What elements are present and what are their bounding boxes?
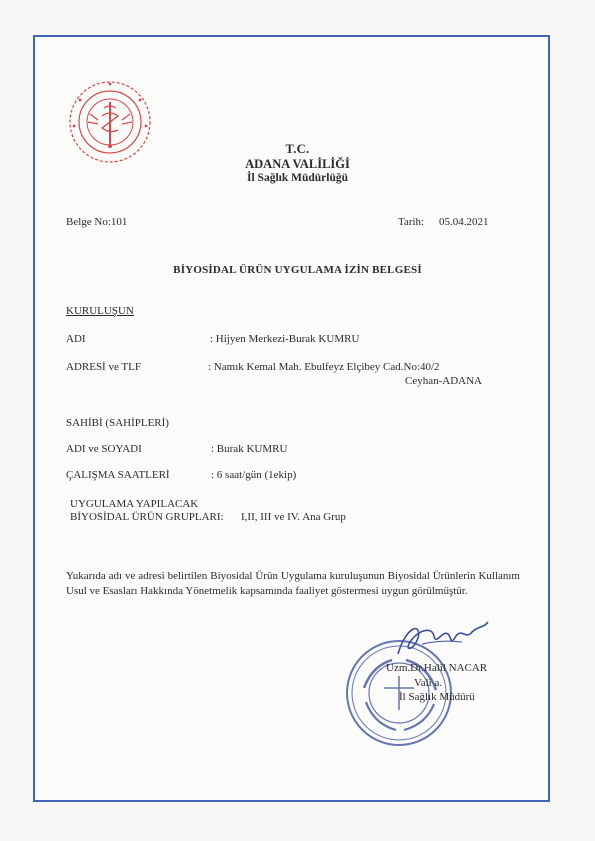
kurulus-adi-value: : Hijyen Merkezi-Burak KUMRU: [210, 333, 360, 345]
header-authority: ADANA VALİLİĞİ: [245, 157, 350, 171]
gruplar-line1: UYGULAMA YAPILACAK: [70, 498, 199, 510]
tarih-label: Tarih:: [398, 216, 425, 228]
kurulus-heading: KURULUŞUN: [66, 305, 134, 317]
sahibi-adsoyad-value: : Burak KUMRU: [211, 443, 288, 455]
belge-no: Belge No:101: [66, 216, 128, 228]
kurulus-adres-label: ADRESİ ve TLF: [66, 361, 141, 373]
signature-icon: [392, 616, 492, 662]
header-department: İl Sağlık Müdürlüğü: [247, 172, 348, 184]
sahibi-saat-value: : 6 saat/gün (1ekip): [211, 469, 297, 481]
signatory-role-1: Vali a.: [414, 677, 443, 689]
gruplar-line2: BİYOSİDAL ÜRÜN GRUPLARI:: [70, 511, 224, 523]
sahibi-heading: SAHİBİ (SAHİPLERİ): [66, 417, 169, 429]
signatory-name: Uzm.Dr.Halil NACAR: [386, 662, 488, 674]
sahibi-saat-label: ÇALIŞMA SAATLERİ: [66, 469, 170, 481]
tarih-value: 05.04.2021: [439, 216, 489, 228]
kurulus-adi-label: ADI: [66, 333, 86, 345]
kurulus-adres-value-1: : Namık Kemal Mah. Ebulfeyz Elçibey Cad.No:40/2: [208, 361, 440, 373]
signatory-role-2: İl Sağlık Müdürü: [399, 691, 475, 703]
document-title: BİYOSİDAL ÜRÜN UYGULAMA İZİN BELGESİ: [173, 264, 422, 276]
gruplar-value: I,II, III ve IV. Ana Grup: [241, 511, 346, 523]
approval-paragraph: Yukarıda adı ve adresi belirtilen Biyosidal Ürün Uygulama kuruluşunun Biyosidal Ürünlerin Kullanım Usul ve Esasları Hakkında Yönetmelik kapsamında faaliyet göstermesi uygun görülmüştür.: [66, 570, 520, 597]
sahibi-adsoyad-label: ADI ve SOYADI: [66, 443, 142, 455]
header-country: T.C.: [285, 142, 310, 156]
kurulus-adres-value-2: Ceyhan-ADANA: [405, 375, 482, 387]
